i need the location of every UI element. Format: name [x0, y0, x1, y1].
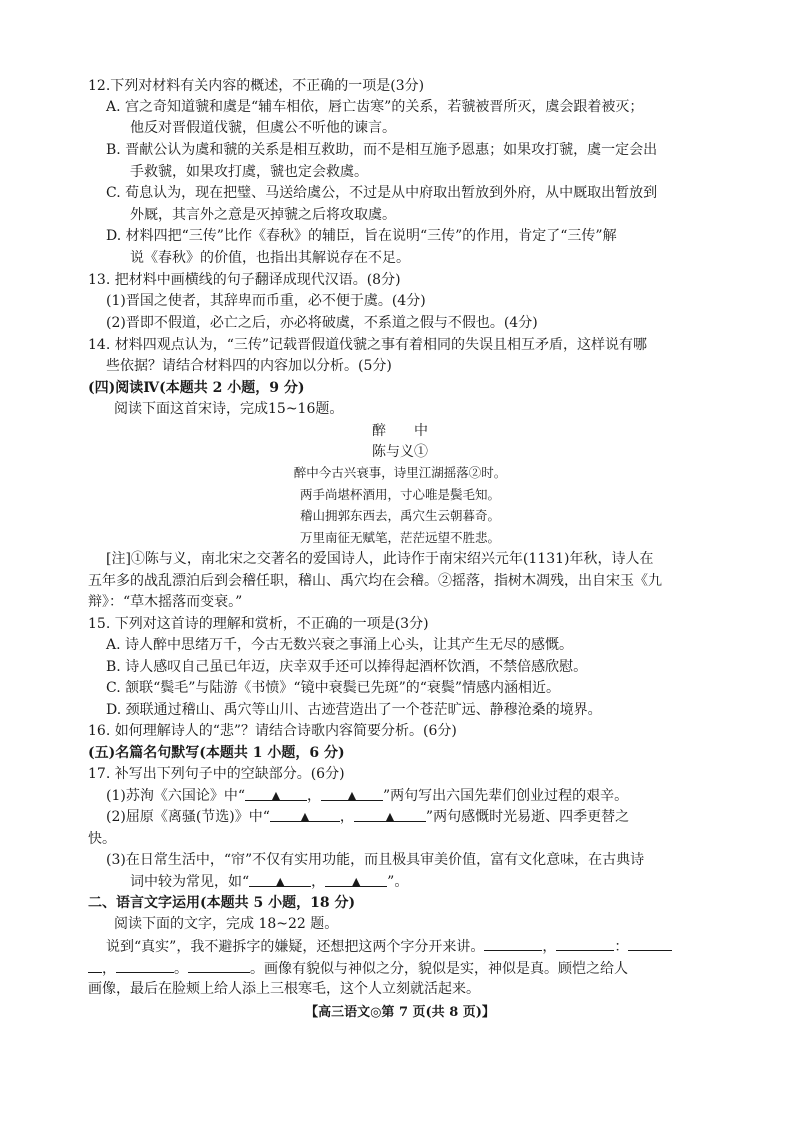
q12-option-a-line1: A. 宫之奇知道虢和虞是“辅车相依，唇亡齿寒”的关系，若虢被晋所灭，虞会跟着被灭；	[106, 99, 644, 115]
q12-option-b-line2: 手救虢，如果攻打虞，虢也定会救虞。	[130, 164, 368, 180]
section-4-intro: 阅读下面这首宋诗，完成15~16题。	[114, 401, 344, 417]
q12-option-b-line1: B. 晋献公认为虞和虢的关系是相互救助，而不是相互施予恩惠；如果攻打虢，虞一定会出	[106, 142, 658, 158]
q17-item-2	[106, 807, 629, 827]
q15-option-d: D. 颈联通过稽山、禹穴等山川、古迹营造出了一个苍茫旷远、静穆沧桑的境界。	[106, 702, 602, 718]
answer-marker-icon: ▲	[347, 789, 357, 802]
poem-note-line1: [注]①陈与义，南北宋之交著名的爱国诗人，此诗作于南宋绍兴元年(1131)年秋，诗人在	[106, 551, 654, 567]
q17-item-3-line1: (3)在日常生活中，“帘”不仅有实用功能，而且极具审美价值，富有文化意味，在古典诗	[106, 852, 645, 868]
poem-line-2: 两手尚堪杯酒用，寸心唯是鬓毛知。	[299, 487, 500, 502]
q15-option-c: C. 颔联“鬓毛”与陆游《书愤》“镜中衰鬓已先斑”的“衰鬓”情感内涵相近。	[106, 680, 561, 696]
poem-line-4: 万里南征无赋笔，茫茫远望不胜悲。	[299, 530, 500, 545]
part-2-blank-2[interactable]	[556, 936, 614, 951]
q17-item-1-blank-1[interactable]	[245, 786, 307, 801]
part-2-blank-1[interactable]	[484, 936, 542, 951]
q17-item-3-prefix: 词中较为常见，如“	[130, 874, 250, 890]
q17-item-1-prefix: (1)苏洵《六国论》中“	[106, 788, 245, 804]
q17-item-2-suffix: ”两句感慨时光易逝、四季更替之	[425, 809, 630, 825]
part-2-para-line1	[106, 936, 672, 957]
q17-item-1-suffix: ”两句写出六国先辈们创业过程的艰辛。	[383, 788, 629, 804]
q17-item-3-blank-1[interactable]	[249, 872, 311, 887]
part-2-para-line3: 画像，最后在脸颊上给人添上三根寒毛，这个人立刻就活起来。	[88, 981, 480, 997]
q12-option-c-line2: 外厩，其言外之意是灭掉虢之后将攻取虞。	[130, 207, 396, 223]
q15-option-a: A. 诗人醉中思绪万千，今古无数兴衰之事涌上心头，让其产生无尽的感慨。	[106, 637, 574, 653]
q17-item-3-suffix: ”。	[387, 874, 409, 890]
q12-option-d-line1: D. 材料四把“三传”比作《春秋》的辅臣，旨在说明“三传”的作用，肯定了“三传”解	[106, 228, 617, 244]
part-2-intro: 阅读下面的文字，完成 18~22 题。	[114, 916, 339, 932]
q17-item-1	[106, 786, 628, 806]
q14-stem-line2: 些依据？请结合材料四的内容加以分析。(5分)	[106, 358, 392, 374]
q17-item-1-blank-2[interactable]	[321, 786, 383, 801]
q12-option-d-line2: 说《春秋》的价值，也指出其解说存在不足。	[130, 250, 410, 266]
q15-stem: 15. 下列对这首诗的理解和赏析，不正确的一项是(3分)	[88, 616, 429, 632]
page-footer: 【高三语文◎第 7 页(共 8 页)】	[305, 1005, 495, 1020]
poem-line-1: 醉中今古兴衰事，诗里江湖摇落②时。	[293, 465, 507, 480]
part-2-para-line2-text: 。画像有貌似与神似之分，貌似是实，神似是真。顾恺之给人	[250, 961, 628, 977]
q17-item-2-blank-2[interactable]	[354, 807, 426, 822]
q17-item-2-separator: ，	[339, 809, 354, 825]
q13-sentence-2: (2)晋即不假道，必亡之后，亦必将破虞，不系道之假与不假也。(4分)	[106, 315, 538, 331]
poem-line-3: 稽山拥郭东西去，禹穴生云朝暮奇。	[299, 508, 500, 523]
q17-stem: 17. 补写出下列句子中的空缺部分。(6分)	[88, 766, 345, 782]
part-2-blank-3-continued[interactable]	[88, 958, 102, 973]
q15-option-b: B. 诗人感叹自己虽已年迈，庆幸双手还可以捧得起酒杯饮酒，不禁倍感欣慰。	[106, 659, 588, 675]
q12-option-a-line2: 他反对晋假道伐虢，但虞公不听他的谏言。	[130, 120, 396, 136]
part-2-title: 二、语言文字运用(本题共 5 小题，18 分)	[88, 895, 356, 911]
q13-stem: 13. 把材料中画横线的句子翻译成现代汉语。(8分)	[88, 272, 401, 288]
q17-item-1-separator: ，	[307, 788, 321, 804]
part-2-blank-5[interactable]	[188, 958, 250, 973]
q13-sentence-1: (1)晋国之使者，其辞卑而币重，必不便于虞。(4分)	[106, 293, 426, 309]
q17-item-2-continued: 快。	[88, 831, 116, 847]
answer-marker-icon: ▲	[275, 875, 285, 888]
section-4-title: (四)阅读Ⅳ(本题共 2 小题，9 分)	[88, 380, 305, 396]
poem-author: 陈与义①	[372, 444, 428, 460]
answer-marker-icon: ▲	[300, 810, 310, 823]
part-2-para-line1-text: 说到“真实”，我不避拆字的嫌疑，还想把这两个字分开来讲。	[106, 939, 485, 955]
answer-marker-icon: ▲	[351, 875, 361, 888]
q14-stem-line1: 14. 材料四观点认为，“三传”记载晋假道伐虢之事有着相同的失误且相互矛盾，这样说有哪	[88, 337, 648, 353]
part-2-para-line2	[88, 958, 628, 979]
poem-note-line2: 五年多的战乱漂泊后到会稽任职，稽山、禹穴均在会稽。②摇落，指树木凋残，出自宋玉《九	[88, 573, 662, 589]
part-2-sep-2: ：	[614, 939, 629, 955]
poem-title: 醉 中	[372, 423, 428, 439]
q17-item-2-prefix: (2)屈原《离骚(节选)》中“	[106, 809, 270, 825]
part-2-blank-4[interactable]	[116, 958, 174, 973]
answer-marker-icon: ▲	[271, 789, 281, 802]
q12-stem: 12.下列对材料有关内容的概述，不正确的一项是(3分)	[88, 78, 425, 94]
q12-option-c-line1: C. 荀息认为，现在把璧、马送给虞公，不过是从中府取出暂放到外府，从中厩取出暂放到	[106, 185, 658, 201]
part-2-sep-4: 。	[174, 961, 188, 977]
part-2-blank-3[interactable]	[628, 936, 672, 951]
part-2-sep-1: ，	[542, 939, 557, 955]
q17-item-3-blank-2[interactable]	[325, 872, 387, 887]
answer-marker-icon: ▲	[385, 810, 395, 823]
part-2-sep-3: ，	[102, 961, 116, 977]
q17-item-3-separator: ，	[311, 874, 326, 890]
q17-item-2-blank-1[interactable]	[270, 807, 340, 822]
q17-item-3-line2	[130, 872, 408, 892]
q16-stem: 16. 如何理解诗人的“悲”？请结合诗歌内容简要分析。(6分)	[88, 723, 457, 739]
poem-note-line3: 辩》：“草木摇落而变衰。”	[88, 594, 243, 610]
section-5-title: (五)名篇名句默写(本题共 1 小题，6 分)	[88, 745, 345, 761]
